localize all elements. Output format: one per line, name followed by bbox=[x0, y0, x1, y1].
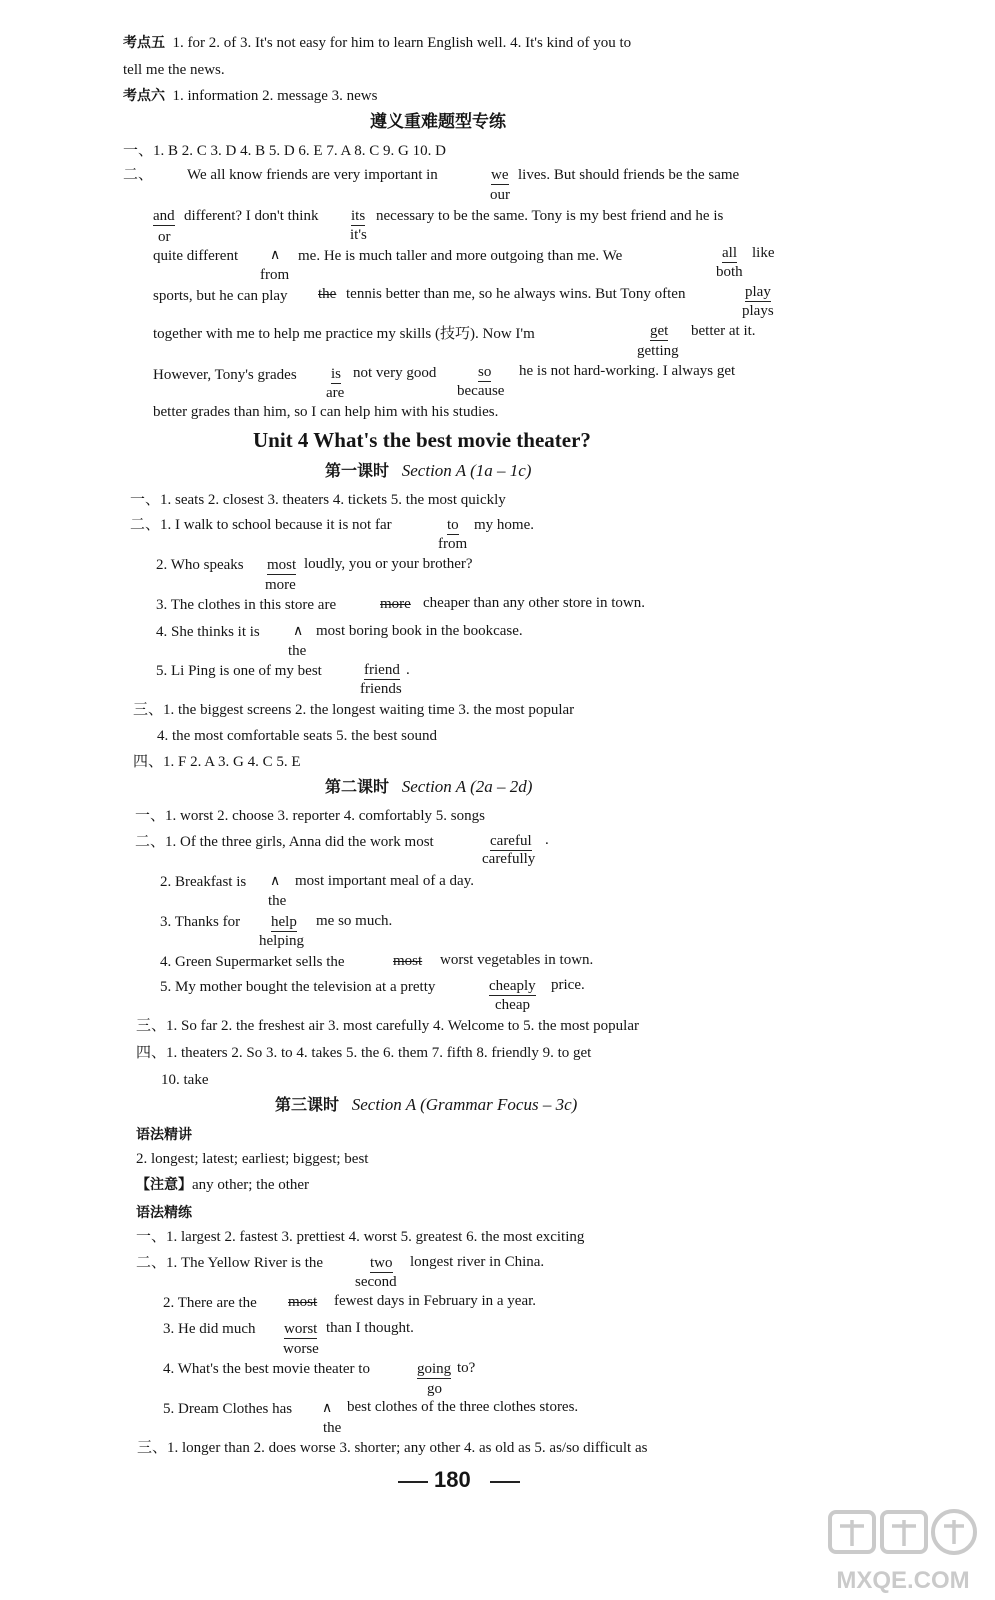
deleted-word: most bbox=[393, 953, 423, 969]
insertion-caret-icon: ∧ bbox=[293, 623, 304, 639]
error-word: all bbox=[722, 245, 737, 261]
correction-word: the bbox=[268, 893, 287, 909]
insertion-caret-icon: ∧ bbox=[322, 1400, 333, 1416]
lesson1-title bbox=[325, 462, 531, 479]
lesson1-q1a: 二、1. I walk to school because it is not far bbox=[130, 517, 392, 533]
kaodian6-answers: 1. information 2. message 3. news bbox=[172, 88, 378, 104]
error-word: help bbox=[271, 914, 297, 930]
error-word: friend bbox=[364, 662, 400, 678]
lesson2-part4a: 四、1. theaters 2. So 3. to 4. takes 5. the 6. them 7. fifth 8. friendly 9. to get bbox=[136, 1045, 592, 1061]
deleted-word: more bbox=[380, 596, 411, 612]
error-word: most bbox=[267, 557, 297, 573]
zunyi-part1: 一、1. B 2. C 3. D 4. B 5. D 6. E 7. A 8. C 9. G 10. D bbox=[123, 143, 446, 159]
page-number-dash-right bbox=[490, 1481, 520, 1483]
zunyi-p5a: together with me to help me practice my skills (技巧). Now I'm bbox=[153, 326, 535, 342]
lesson3-q5a: 5. Dream Clothes has bbox=[163, 1401, 293, 1417]
kaodian6-line bbox=[123, 89, 377, 104]
correction-word: plays bbox=[742, 303, 774, 319]
lesson3-part3: 三、1. longer than 2. does worse 3. shorter; any other 4. as old as 5. as/so difficult as bbox=[137, 1440, 648, 1456]
kaodian6-label: 考点六 bbox=[123, 88, 165, 104]
lesson3-title-cn: 第三课时 bbox=[275, 1095, 340, 1114]
page-number: 180 bbox=[434, 1467, 471, 1492]
correction-word: both bbox=[716, 264, 743, 280]
lesson3-q5b: best clothes of the three clothes stores. bbox=[347, 1399, 579, 1415]
zunyi-title: 遵义重难题型专练 bbox=[370, 112, 506, 132]
lesson1-q5a: 5. Li Ping is one of my best bbox=[156, 663, 322, 679]
lesson3-q4b: to? bbox=[457, 1360, 476, 1376]
kaodian5-answers: 1. for 2. of 3. It's not easy for him to learn English well. 4. It's kind of you to bbox=[172, 35, 632, 51]
lesson2-q4a: 4. Green Supermarket sells the bbox=[160, 954, 345, 970]
lesson2-q4b: worst vegetables in town. bbox=[440, 952, 594, 968]
unit-title: Unit 4 What's the best movie theater? bbox=[253, 428, 591, 452]
lesson3-q1b: longest river in China. bbox=[410, 1254, 545, 1270]
zunyi-p2b: necessary to be the same. Tony is my best friend and he is bbox=[376, 208, 724, 224]
zunyi-p6c: he is not hard-working. I always get bbox=[519, 363, 736, 379]
insertion-caret-icon: ∧ bbox=[270, 247, 281, 263]
zunyi-p4b: tennis better than me, so he always wins. But Tony often bbox=[346, 286, 686, 302]
lesson1-part3b: 4. the most comfortable seats 5. the best sound bbox=[157, 728, 437, 744]
lesson3-q1a: 二、1. The Yellow River is the bbox=[136, 1255, 324, 1271]
lesson3-q4a: 4. What's the best movie theater to bbox=[163, 1361, 370, 1377]
kaodian5-line1 bbox=[123, 36, 631, 51]
lesson1-q2b: loudly, you or your brother? bbox=[304, 556, 473, 572]
correction-word: go bbox=[427, 1381, 442, 1397]
lesson3-title bbox=[275, 1096, 577, 1113]
grammar-practice-label: 语法精练 bbox=[136, 1205, 192, 1221]
lesson2-q2a: 2. Breakfast is bbox=[160, 874, 247, 890]
watermark-text: MXQE.COM bbox=[836, 1567, 970, 1594]
lesson2-title bbox=[325, 778, 532, 795]
lesson1-q4a: 4. She thinks it is bbox=[156, 624, 260, 640]
correction-word: more bbox=[265, 577, 296, 593]
zunyi-p3a: quite different bbox=[153, 248, 239, 264]
zunyi-p2a: different? I don't think bbox=[184, 208, 319, 224]
lesson3-q3b: than I thought. bbox=[326, 1320, 414, 1336]
correction-word: or bbox=[158, 229, 171, 245]
zunyi-p1a: We all know friends are very important in bbox=[187, 167, 438, 183]
correction-word: carefully bbox=[482, 851, 536, 867]
watermark-logo-icon bbox=[818, 1508, 988, 1594]
kaodian5-line2: tell me the news. bbox=[123, 62, 225, 78]
error-word: going bbox=[417, 1361, 452, 1377]
correction-word: getting bbox=[637, 343, 679, 359]
lesson1-q1b: my home. bbox=[474, 517, 534, 533]
zunyi-part2-label: 二、 bbox=[123, 167, 154, 183]
lesson2-part3: 三、1. So far 2. the freshest air 3. most carefully 4. Welcome to 5. the most popular bbox=[136, 1018, 639, 1034]
deleted-word: the bbox=[318, 286, 337, 302]
zunyi-p3b: me. He is much taller and more outgoing than me. We bbox=[298, 248, 623, 264]
grammar-lecture-label: 语法精讲 bbox=[136, 1127, 192, 1143]
lesson2-q1b: . bbox=[545, 832, 549, 848]
lesson3-title-en: Section A (Grammar Focus – 3c) bbox=[351, 1095, 578, 1114]
lesson3-q3a: 3. He did much bbox=[163, 1321, 256, 1337]
correction-word: from bbox=[438, 536, 468, 552]
zunyi-p7: better grades than him, so I can help him with his studies. bbox=[153, 404, 499, 420]
zunyi-p6b: not very good bbox=[353, 365, 437, 381]
correction-word: because bbox=[457, 383, 505, 399]
error-word: two bbox=[370, 1255, 393, 1271]
error-word: so bbox=[478, 364, 492, 380]
correction-word: friends bbox=[360, 681, 402, 697]
lesson1-q2a: 2. Who speaks bbox=[156, 557, 244, 573]
note-label: 【注意】 bbox=[136, 1177, 192, 1193]
lesson3-q2b: fewest days in February in a year. bbox=[334, 1293, 537, 1309]
zunyi-p4a: sports, but he can play bbox=[153, 288, 288, 304]
lesson2-title-en: Section A (2a – 2d) bbox=[401, 777, 533, 796]
error-word: we bbox=[491, 167, 509, 183]
page-number-dash-left bbox=[398, 1481, 428, 1483]
insertion-caret-icon: ∧ bbox=[270, 873, 281, 889]
error-word: cheaply bbox=[489, 978, 536, 994]
error-word: and bbox=[153, 208, 175, 224]
correction-word: it's bbox=[350, 227, 367, 243]
lesson2-q5a: 5. My mother bought the television at a pretty bbox=[160, 979, 436, 995]
correction-word: the bbox=[323, 1420, 342, 1436]
correction-word: cheap bbox=[495, 997, 530, 1013]
correction-word: from bbox=[260, 267, 290, 283]
lesson1-q5b: . bbox=[406, 662, 410, 678]
lesson1-part4: 四、1. F 2. A 3. G 4. C 5. E bbox=[133, 754, 301, 770]
correction-word: are bbox=[326, 385, 345, 401]
note-line bbox=[136, 1178, 309, 1193]
deleted-word: most bbox=[288, 1294, 318, 1310]
correction-word: our bbox=[490, 187, 510, 203]
lesson2-q3b: me so much. bbox=[316, 913, 393, 929]
lesson2-q2b: most important meal of a day. bbox=[295, 873, 474, 889]
error-word: careful bbox=[490, 833, 532, 849]
correction-word: helping bbox=[259, 933, 304, 949]
lesson2-part1: 一、1. worst 2. choose 3. reporter 4. comfortably 5. songs bbox=[135, 808, 485, 824]
correction-word: the bbox=[288, 643, 307, 659]
lesson3-part1: 一、1. largest 2. fastest 3. prettiest 4. worst 5. greatest 6. the most exciting bbox=[136, 1229, 585, 1245]
error-word: its bbox=[351, 208, 366, 224]
grammar-lecture-text: 2. longest; latest; earliest; biggest; best bbox=[136, 1151, 369, 1167]
lesson2-q5b: price. bbox=[551, 977, 585, 993]
lesson1-part1: 一、1. seats 2. closest 3. theaters 4. tickets 5. the most quickly bbox=[130, 492, 506, 508]
lesson1-title-en: Section A (1a – 1c) bbox=[401, 461, 532, 480]
error-word: is bbox=[331, 366, 342, 382]
zunyi-p5b: better at it. bbox=[691, 323, 756, 339]
correction-word: worse bbox=[283, 1341, 319, 1357]
lesson1-q3a: 3. The clothes in this store are bbox=[156, 597, 337, 613]
lesson1-q4b: most boring book in the bookcase. bbox=[316, 623, 523, 639]
kaodian5-label: 考点五 bbox=[123, 35, 165, 51]
zunyi-p6a: However, Tony's grades bbox=[153, 367, 297, 383]
correction-word: second bbox=[355, 1274, 397, 1290]
lesson1-part3a: 三、1. the biggest screens 2. the longest waiting time 3. the most popular bbox=[133, 702, 575, 718]
error-word: play bbox=[745, 284, 771, 300]
error-word: to bbox=[447, 517, 459, 533]
lesson2-part4b: 10. take bbox=[161, 1072, 209, 1088]
error-word: worst bbox=[284, 1321, 318, 1337]
note-text: any other; the other bbox=[192, 1177, 310, 1193]
lesson2-title-cn: 第二课时 bbox=[325, 777, 390, 796]
lesson1-q3b: cheaper than any other store in town. bbox=[423, 595, 646, 611]
lesson3-q2a: 2. There are the bbox=[163, 1295, 257, 1311]
zunyi-p1c: lives. But should friends be the same bbox=[518, 167, 740, 183]
lesson2-q1a: 二、1. Of the three girls, Anna did the work most bbox=[135, 834, 434, 850]
error-word: get bbox=[650, 323, 669, 339]
lesson1-title-cn: 第一课时 bbox=[325, 461, 390, 480]
lesson2-q3a: 3. Thanks for bbox=[160, 914, 241, 930]
zunyi-p3c: like bbox=[752, 245, 775, 261]
